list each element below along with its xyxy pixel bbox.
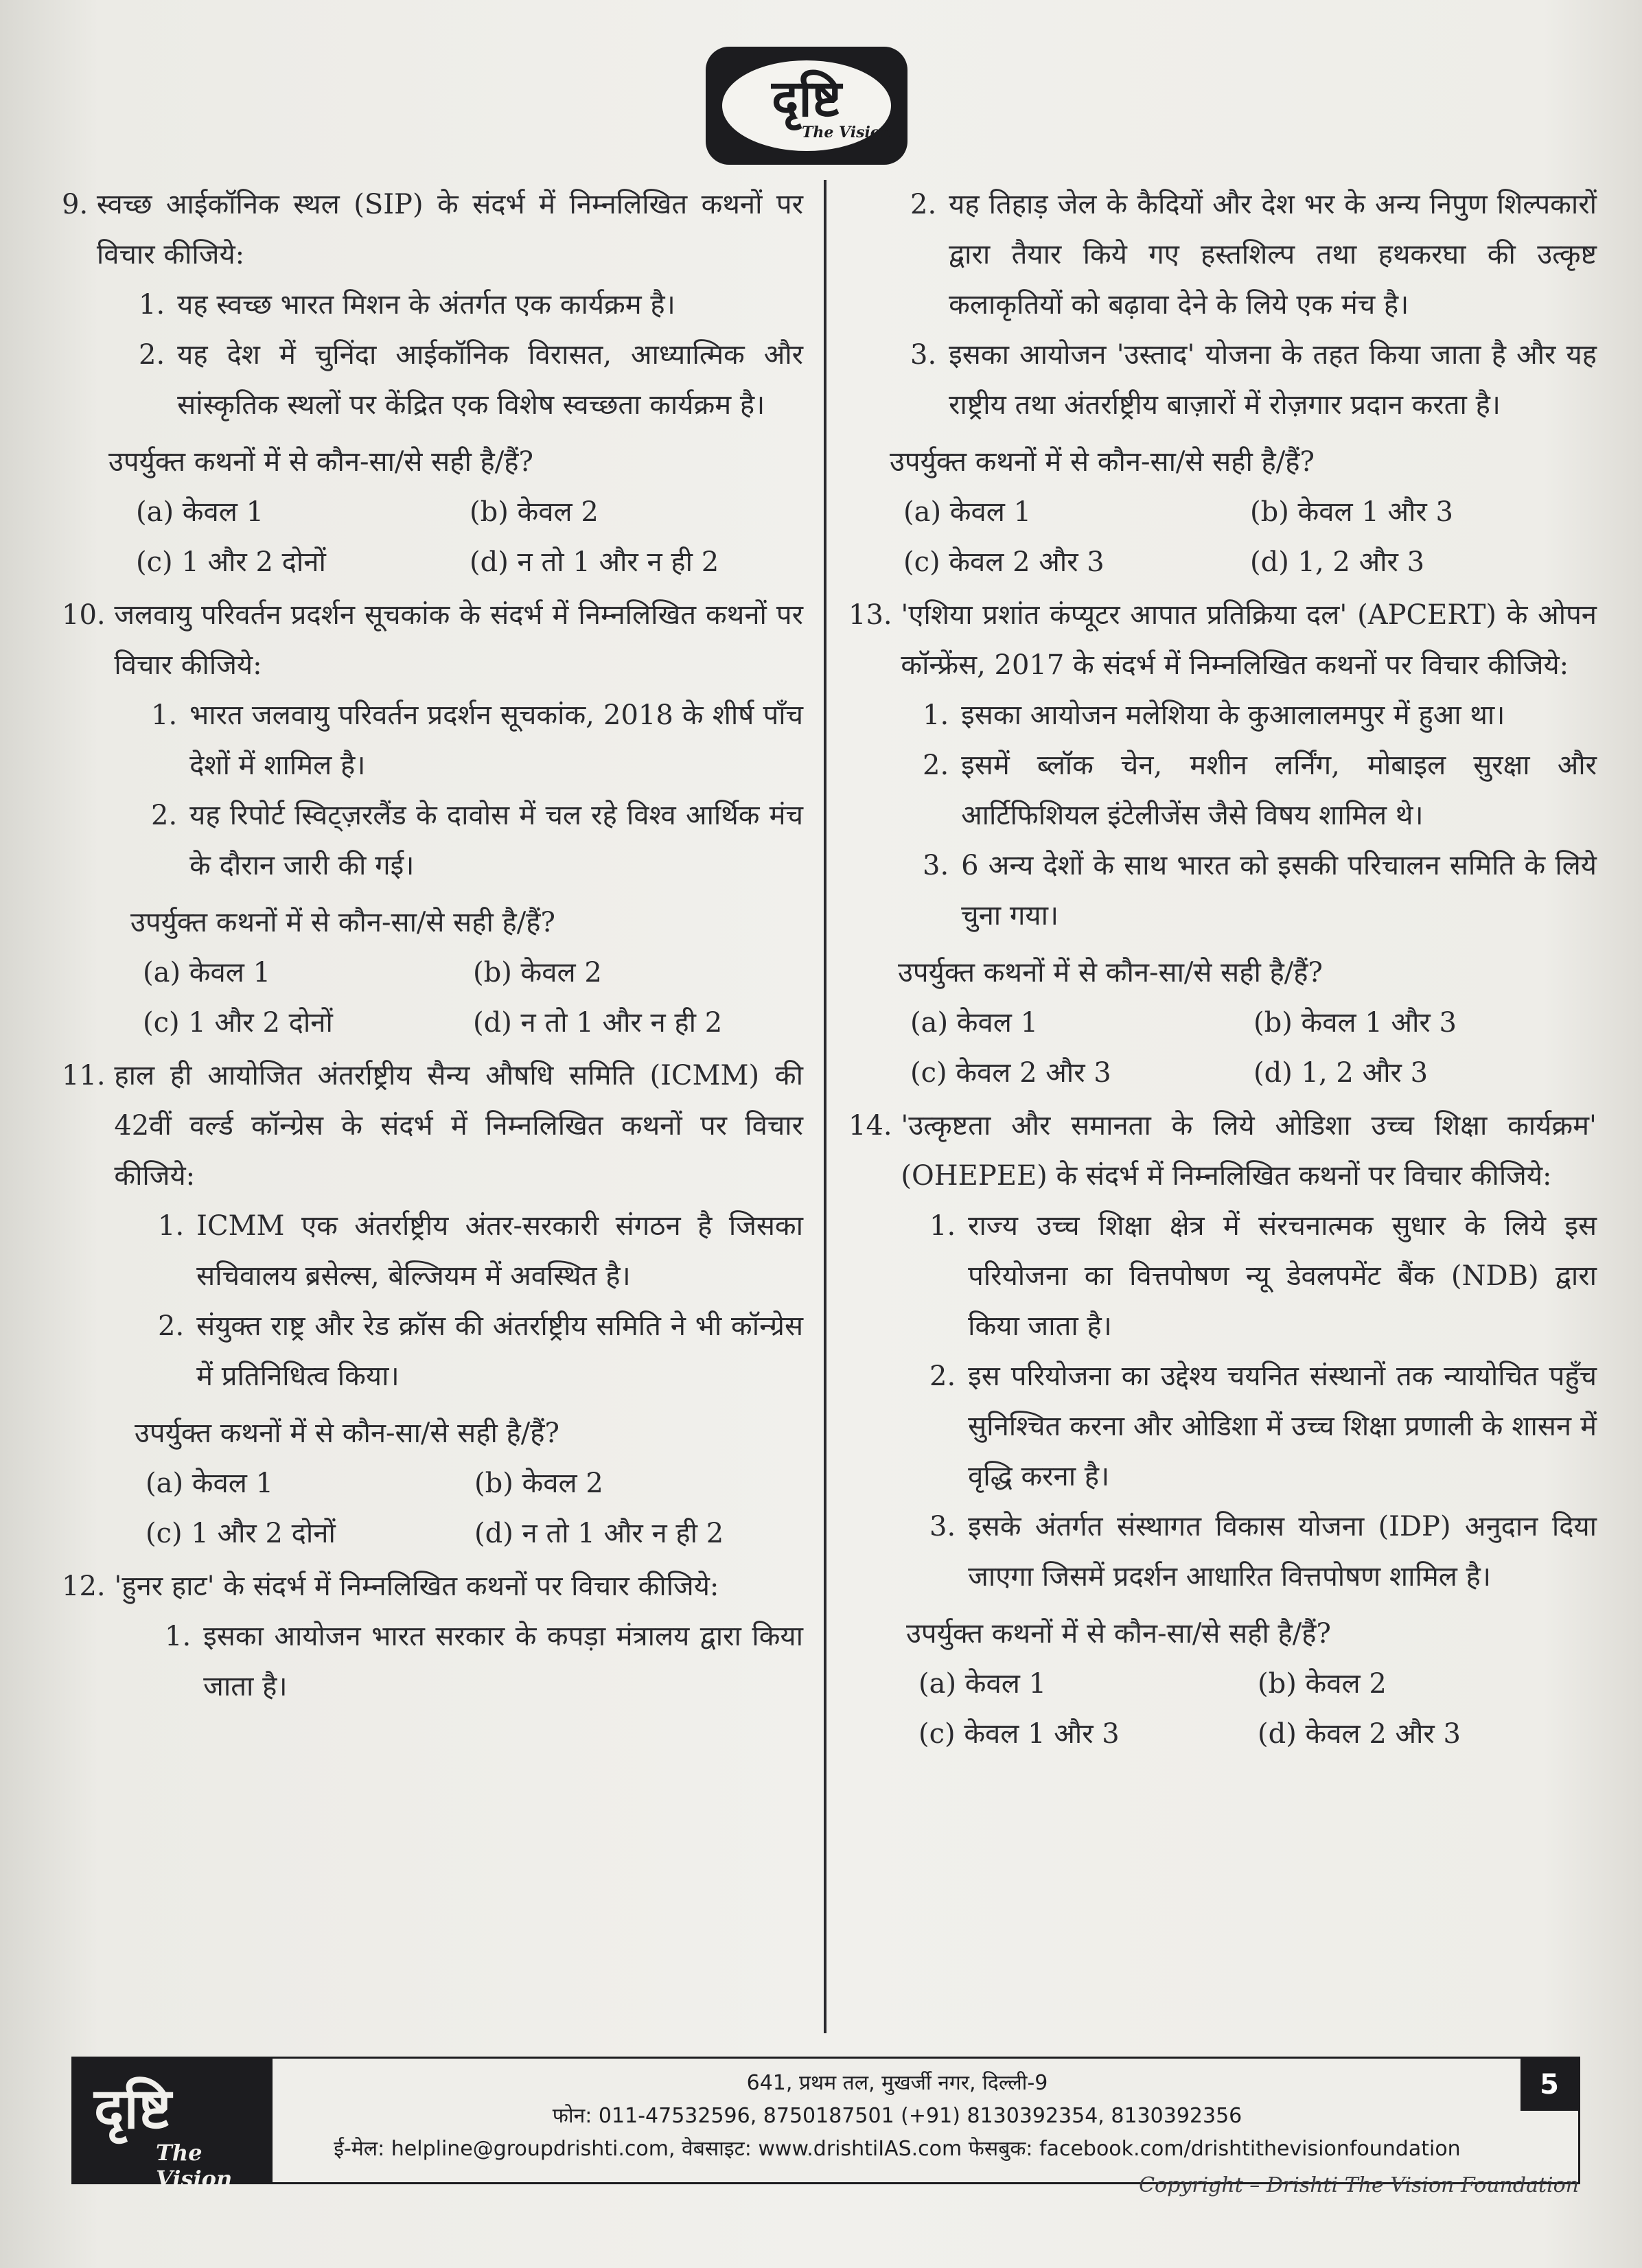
question-text: हाल ही आयोजित अंतर्राष्ट्रीय सैन्य औषधि समिति (ICMM) की 42वीं वर्ल्ड कॉन्ग्रेस के संदर्भ में निम्नलिखित कथनों पर विचार कीजिये: (114, 1060, 803, 1192)
question-12 (62, 1562, 803, 1712)
footer-logo (73, 2059, 273, 2192)
option-c: (c) केवल 2 और 3 (910, 1057, 1111, 1089)
statement: 3. इसका आयोजन 'उस्ताद' योजना के तहत किया जाता है और यह राष्ट्रीय तथा अंतर्राष्ट्रीय बाज़ारों में रोज़गार प्रदान करता है। (910, 339, 1597, 421)
question-prompt: उपर्युक्त कथनों में से कौन-सा/से सही है/हैं? (898, 957, 1323, 988)
question-number: 13. (848, 599, 892, 631)
question-number: 10. (62, 599, 106, 631)
statement: 2. यह देश में चुनिंदा आईकॉनिक विरासत, आध्यात्मिक और सांस्कृतिक स्थलों पर केंद्रित एक विशेष स्वच्छता कार्यक्रम है। (139, 339, 803, 421)
question-text: जलवायु परिवर्तन प्रदर्शन सूचकांक के संदर्भ में निम्नलिखित कथनों पर विचार कीजिये: (114, 599, 803, 681)
question-number: 9. (62, 189, 89, 220)
question-text: 'हुनर हाट' के संदर्भ में निम्नलिखित कथनों पर विचार कीजिये: (114, 1571, 719, 1602)
option-a: (a) केवल 1 (136, 496, 264, 528)
option-a: (a) केवल 1 (918, 1668, 1047, 1700)
footer-logo-subtitle: The Vision (156, 2140, 233, 2192)
statement: 1. राज्य उच्च शिक्षा क्षेत्र में संरचनात्मक सुधार के लिये इस परियोजना का वित्तपोषण न्यू डेवलपमेंट बैंक (NDB) द्वारा किया जाता है। (929, 1210, 1597, 1342)
statement: 2. इस परियोजना का उद्देश्य चयनित संस्थानों तक न्यायोचित पहुँच सुनिश्चित करना और ओडिशा में उच्च शिक्षा प्रणाली के शासन में वृद्धि करना है। (929, 1361, 1597, 1492)
left-column (62, 180, 803, 1715)
option-c: (c) 1 और 2 दोनों (143, 1007, 333, 1039)
option-d: (d) न तो 1 और न ही 2 (470, 546, 719, 578)
statement: 1. यह स्वच्छ भारत मिशन के अंतर्गत एक कार्यक्रम है। (139, 289, 675, 321)
option-b: (b) केवल 2 (470, 496, 599, 528)
option-d: (d) न तो 1 और न ही 2 (473, 1007, 723, 1039)
page-number: 5 (1520, 2059, 1578, 2111)
footer-phone: फोन: 011-47532596, 8750187501 (+91) 8130392354, 8130392356 (552, 2104, 1242, 2128)
option-d: (d) 1, 2 और 3 (1253, 1057, 1429, 1089)
option-d: (d) 1, 2 और 3 (1250, 546, 1425, 578)
statement: 2. यह रिपोर्ट स्विट्ज़रलैंड के दावोस में चल रहे विश्व आर्थिक मंच के दौरान जारी की गई। (151, 800, 803, 881)
footer-logo-word: दृष्टि (94, 2076, 172, 2142)
option-b: (b) केवल 2 (474, 1468, 603, 1499)
option-a: (a) केवल 1 (143, 957, 271, 988)
logo-word: दृष्टि (772, 69, 842, 128)
statement: 1. भारत जलवायु परिवर्तन प्रदर्शन सूचकांक, 2018 के शीर्ष पाँच देशों में शामिल है। (151, 699, 803, 781)
statement: 2. यह तिहाड़ जेल के कैदियों और देश भर के अन्य निपुण शिल्पकारों द्वारा तैयार किये गए हस्तशिल्प तथा हथकरघा की उत्कृष्ट कलाकृतियों को बढ़ावा देने के लिये एक मंच है। (910, 189, 1597, 321)
option-b: (b) केवल 2 (1258, 1668, 1387, 1700)
statement: 1. इसका आयोजन भारत सरकार के कपड़ा मंत्रालय द्वारा किया जाता है। (165, 1621, 803, 1702)
statement: 2. संयुक्त राष्ट्र और रेड क्रॉस की अंतर्राष्ट्रीय समिति ने भी कॉन्ग्रेस में प्रतिनिधित्व किया। (158, 1310, 803, 1392)
question-number: 12. (62, 1571, 106, 1602)
option-c: (c) केवल 1 और 3 (918, 1718, 1120, 1750)
question-prompt: उपर्युक्त कथनों में से कौन-सा/से सही है/हैं? (135, 1418, 559, 1449)
question-prompt: उपर्युक्त कथनों में से कौन-सा/से सही है/हैं? (890, 446, 1315, 478)
option-c: (c) केवल 2 और 3 (903, 546, 1105, 578)
question-prompt: उपर्युक्त कथनों में से कौन-सा/से सही है/हैं? (130, 907, 555, 938)
option-d: (d) न तो 1 और न ही 2 (474, 1518, 724, 1549)
statement: 2. इसमें ब्लॉक चेन, मशीन लर्निंग, मोबाइल सुरक्षा और आर्टिफिशियल इंटेलीजेंस जैसे विषय शामिल थे। (923, 750, 1597, 831)
column-divider (824, 180, 826, 2033)
option-b: (b) केवल 1 और 3 (1253, 1007, 1457, 1039)
option-c: (c) 1 और 2 दोनों (136, 546, 326, 578)
footer-address: 641, प्रथम तल, मुखर्जी नगर, दिल्ली-9 (746, 2071, 1048, 2095)
question-9 (62, 180, 803, 588)
statement: 3. 6 अन्य देशों के साथ भारत को इसकी परिचालन समिति के लिये चुना गया। (923, 850, 1597, 931)
footer-contact: ई-मेल: helpline@groupdrishti.com, वेबसाइट: www.drishtiIAS.com फेसबुक: facebook.com/drishtithevisionfoundation (334, 2137, 1461, 2161)
question-prompt: उपर्युक्त कथनों में से कौन-सा/से सही है/हैं? (108, 446, 533, 478)
logo-subtitle: The Vision (802, 124, 892, 141)
copyright: Copyright – Drishti The Vision Foundation (1139, 2173, 1579, 2197)
question-14 (848, 1101, 1597, 1759)
question-13 (848, 590, 1597, 1098)
option-a: (a) केवल 1 (903, 496, 1032, 528)
option-a: (a) केवल 1 (146, 1468, 274, 1499)
statement: 1. इसका आयोजन मलेशिया के कुआलालमपुर में हुआ था। (923, 699, 1505, 731)
header-logo (706, 47, 907, 165)
option-c: (c) 1 और 2 दोनों (146, 1518, 336, 1549)
option-b: (b) केवल 2 (473, 957, 602, 988)
option-d: (d) केवल 2 और 3 (1258, 1718, 1461, 1750)
right-column (848, 180, 1597, 1762)
question-text: स्वच्छ आईकॉनिक स्थल (SIP) के संदर्भ में निम्नलिखित कथनों पर विचार कीजिये: (96, 189, 803, 270)
statement: 3. इसके अंतर्गत संस्थागत विकास योजना (IDP) अनुदान दिया जाएगा जिसमें प्रदर्शन आधारित वित्तपोषण शामिल है। (929, 1511, 1597, 1593)
question-10 (62, 590, 803, 1048)
statement: 1. ICMM एक अंतर्राष्ट्रीय अंतर-सरकारी संगठन है जिसका सचिवालय ब्रसेल्स, बेल्जियम में अवस्थित है। (158, 1210, 803, 1292)
question-11 (62, 1051, 803, 1559)
question-prompt: उपर्युक्त कथनों में से कौन-सा/से सही है/हैं? (906, 1618, 1331, 1650)
option-a: (a) केवल 1 (910, 1007, 1039, 1039)
question-12-continued (848, 180, 1597, 588)
question-number: 14. (848, 1110, 892, 1142)
question-text: 'उत्कृष्टता और समानता के लिये ओडिशा उच्च शिक्षा कार्यक्रम' (OHEPEE) के संदर्भ में निम्नलिखित कथनों पर विचार कीजिये: (901, 1110, 1597, 1192)
option-b: (b) केवल 1 और 3 (1250, 496, 1453, 528)
question-text: 'एशिया प्रशांत कंप्यूटर आपात प्रतिक्रिया दल' (APCERT) के ओपन कॉन्फ्रेंस, 2017 के संदर्भ में निम्नलिखित कथनों पर विचार कीजिये: (901, 599, 1597, 681)
question-number: 11. (62, 1060, 106, 1091)
